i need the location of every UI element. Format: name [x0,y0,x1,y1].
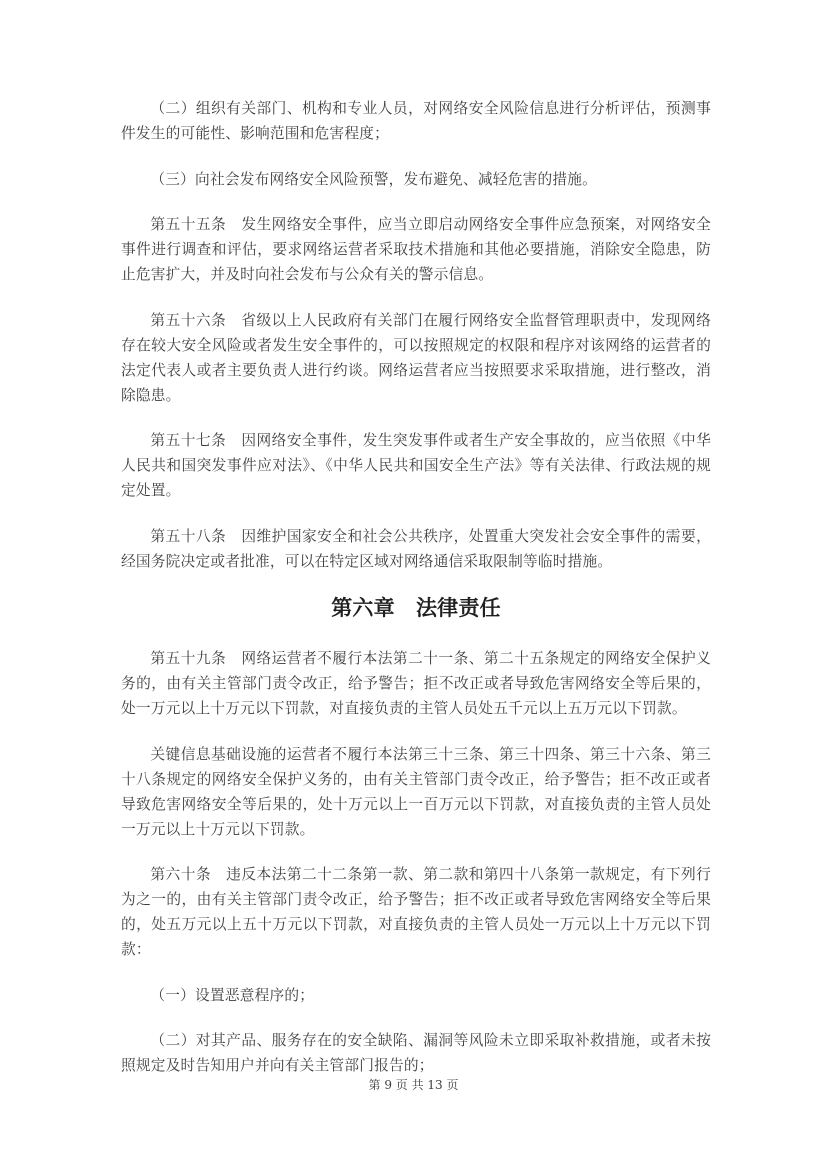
paragraph: 第六十条 违反本法第二十二条第一款、第二款和第四十八条第一款规定，有下列行为之一的，由有关主管部门责令改正，给予警告；拒不改正或者导致危害网络安全等后果的，处五万元以上五十万元以下罚款，对直接负责的主管人员处一万元以上十万元以下罚款： [121,866,711,958]
paragraph: （一）设置恶意程序的； [150,986,315,1004]
paragraph: 第五十五条 发生网络安全事件，应当立即启动网络安全事件应急预案，对网络安全事件进行调查和评估，要求网络运营者采取技术措施和其他必要措施，消除安全隐患，防止危害扩大，并及时向社会发布与公众有关的警示信息。 [121,216,711,283]
chapter-heading: 第六章 法律责任 [331,596,501,620]
paragraph: 第五十六条 省级以上人民政府有关部门在履行网络安全监督管理职责中，发现网络存在较大安全风险或者发生安全事件的，可以按照规定的权限和程序对该网络的运营者的法定代表人或者主要负责人进行约谈。网络运营者应当按照要求采取措施，进行整改，消除隐患。 [121,311,711,404]
page-number-label: 第 9 页 共 13 页 [368,1078,459,1092]
paragraph: （三）向社会发布网络安全风险预警，发布避免、减轻危害的措施。 [150,170,598,188]
paragraph: 第五十九条 网络运营者不履行本法第二十一条、第二十五条规定的网络安全保护义务的，由有关主管部门责令改正，给予警告；拒不改正或者导致危害网络安全等后果的，处一万元以上十万元以下罚款，对直接负责的主管人员处五千元以上五万元以下罚款。 [121,650,711,717]
page-footer [0,1076,827,1094]
paragraph: （二）对其产品、服务存在的安全缺陷、漏洞等风险未立即采取补救措施，或者未按照规定及时告知用户并向有关主管部门报告的； [121,1032,711,1074]
paragraph: 关键信息基础设施的运营者不履行本法第三十三条、第三十四条、第三十六条、第三十八条规定的网络安全保护义务的，由有关主管部门责令改正，给予警告；拒不改正或者导致危害网络安全等后果的，处十万元以上一百万元以下罚款，对直接负责的主管人员处一万元以上十万元以下罚款。 [121,745,711,838]
paragraph: 第五十七条 因网络安全事件，发生突发事件或者生产安全事故的，应当依照《中华人民共和国突发事件应对法》、《中华人民共和国安全生产法》等有关法律、行政法规的规定处置。 [121,432,711,499]
paragraph: 第五十八条 因维护国家安全和社会公共秩序，处置重大突发社会安全事件的需要，经国务院决定或者批准，可以在特定区域对网络通信采取限制等临时措施。 [121,527,711,570]
paragraph: （二）组织有关部门、机构和专业人员，对网络安全风险信息进行分析评估，预测事件发生的可能性、影响范围和危害程度； [121,100,711,142]
document-body [121,96,711,1099]
